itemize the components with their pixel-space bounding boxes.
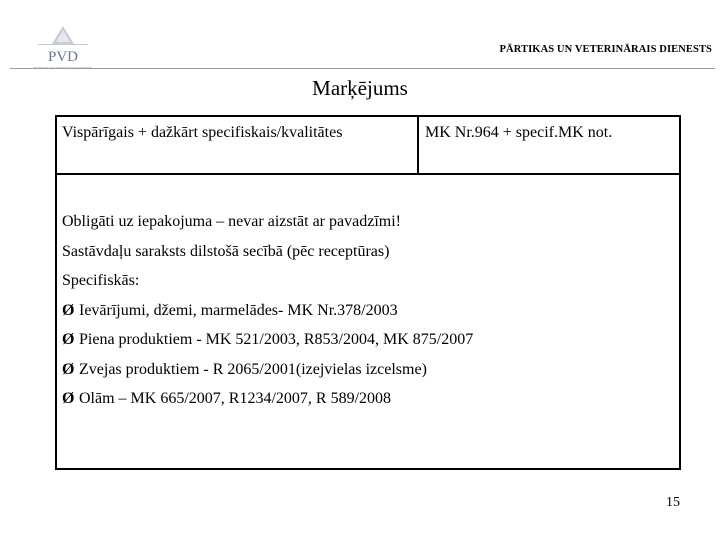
header-divider: [10, 68, 715, 69]
row-divider: [57, 173, 679, 175]
arrow-bullet-icon: Ø: [62, 360, 75, 378]
regulation-cell: MK Nr.964 + specif.MK not.: [425, 124, 613, 141]
arrow-bullet-icon: Ø: [62, 301, 75, 319]
list-item: Obligāti uz iepakojuma – nevar aizstāt ar pavadzīmi!: [62, 213, 401, 230]
list-item: Ø Olām – MK 665/2007, R1234/2007, R 589/2008: [62, 384, 675, 414]
content-box: [55, 115, 681, 470]
list-item: Specifiskās:: [62, 272, 140, 289]
slide-title: Marķējums: [312, 76, 408, 100]
list-item: Ø Zvejas produktiem - R 2065/2001(izejvielas izcelsme): [62, 355, 675, 385]
page-number: 15: [666, 495, 680, 510]
list-item: Sastāvdaļu saraksts dilstošā secībā (pēc receptūras): [62, 242, 390, 260]
general-labeling-cell: Vispārīgais + dažkārt specifiskais/kvalitātes: [62, 124, 343, 141]
organization-name: PĀRTIKAS UN VETERINĀRAIS DIENESTS: [499, 44, 712, 55]
list-item: Ø Piena produktiem - MK 521/2003, R853/2004, MK 875/2007: [62, 325, 675, 355]
arrow-bullet-icon: Ø: [62, 390, 75, 407]
logo-text: PVD: [47, 49, 79, 65]
requirements-list: [62, 207, 675, 414]
list-item: Ø Ievārījumi, džemi, marmelādes- MK Nr.378/2003: [62, 296, 675, 326]
column-divider: [417, 117, 419, 174]
pvd-logo: [30, 24, 96, 72]
arrow-bullet-icon: Ø: [62, 331, 75, 348]
